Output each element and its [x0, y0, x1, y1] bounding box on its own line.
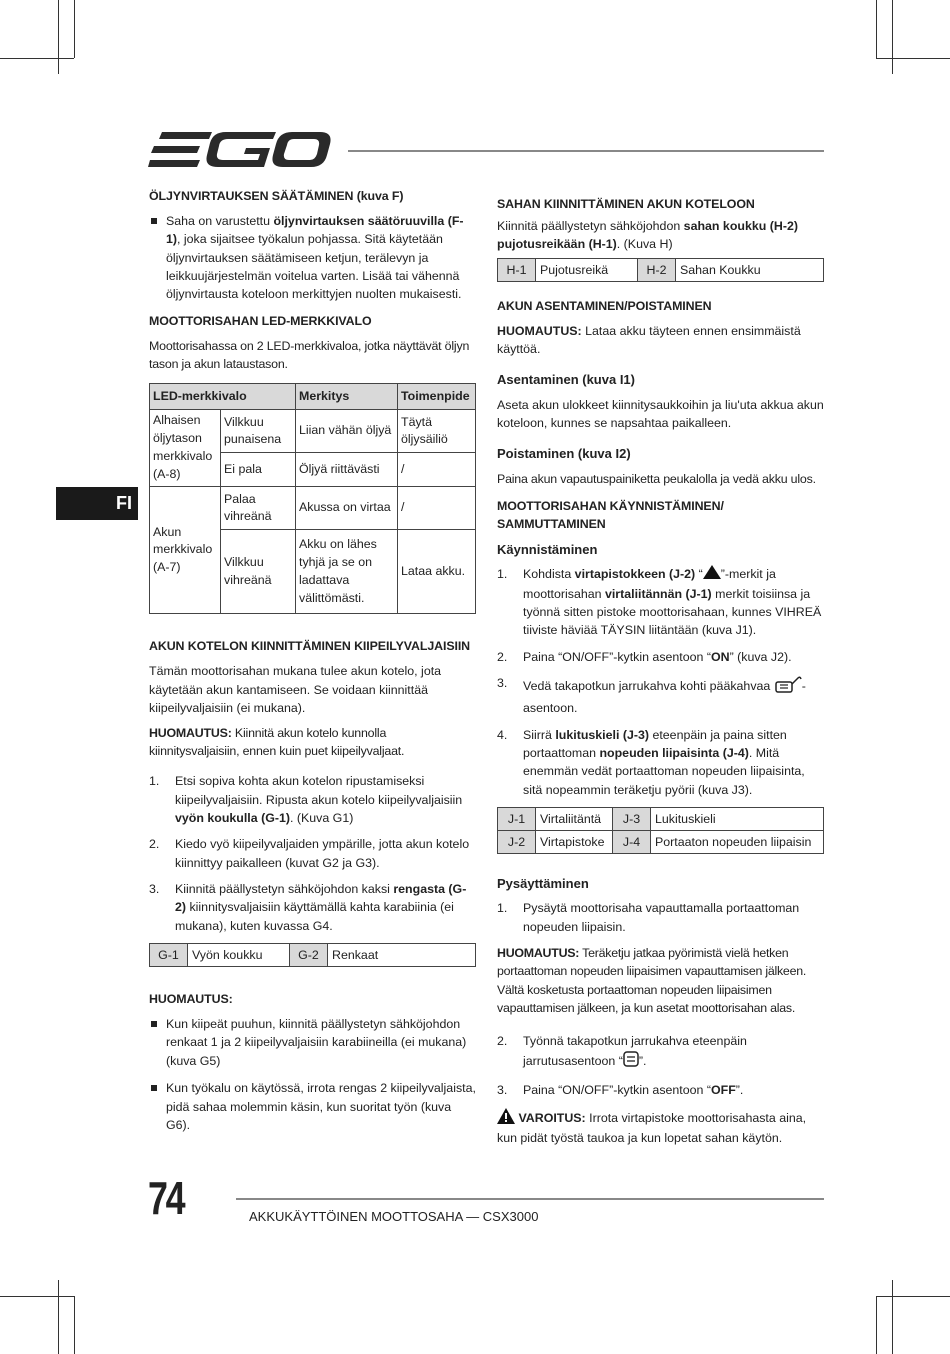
- stop-subheading: Pysäyttäminen: [497, 876, 589, 892]
- j-reference-table: [497, 807, 824, 854]
- stop-step: 2. Työnnä takapotkun jarrukahva eteenpäin jarrutusasentoon “ ”.: [497, 1032, 824, 1074]
- warning-icon: [497, 1108, 515, 1129]
- start-step: 3. Vedä takapotkun jarrukahva kohti pääkahvaa -asentoon.: [497, 675, 806, 716]
- language-tab: FI: [56, 487, 138, 520]
- led-col-header: Merkitys: [296, 384, 398, 410]
- crop-mark: [74, 1296, 75, 1354]
- crop-mark: [892, 0, 893, 74]
- ref-key: G-2: [290, 944, 328, 967]
- led-cell: Akku on lähes tyhjä ja se on ladattava välittömästi.: [296, 530, 398, 614]
- harness-heading: AKUN KOTELON KIINNITTÄMINEN KIIPEILYVALJAISIIN: [149, 639, 471, 654]
- note-bullet: Kun työkalu on käytössä, irrota rengas 2 kiipeilyvaljaista, pidä sahaa molemmin käsin, kun suoritat työn (kuva G6).: [149, 1079, 476, 1134]
- right-column: [497, 196, 824, 1153]
- harness-step: 3. Kiinnitä päällystetyn sähköjohdon kaksi rengasta (G-2) kiinnitysvaljaisiin käyttämällä kahta karabiinia (ei mukana), kuten kuvassa G4.: [149, 882, 467, 933]
- triangle-alignment-icon: [703, 565, 721, 584]
- led-group-label: Alhaisen öljytason merkkivalo (A-8): [150, 410, 221, 487]
- page-number: 74: [148, 1172, 184, 1224]
- battery-heading: AKUN ASENTAMINEN/POISTAMINEN: [497, 298, 712, 313]
- crop-mark: [0, 1296, 74, 1297]
- warning: VAROITUS: Irrota virtapistoke moottorisahasta aina, kun pidät työstä taukoa ja kun lopetat sahan käytön.: [497, 1108, 824, 1148]
- battery-note: HUOMAUTUS: Lataa akku täyteen ennen ensimmäistä käyttöä.: [497, 323, 801, 357]
- ref-key: J-1: [498, 808, 536, 831]
- stop-note: HUOMAUTUS: Teräketju jatkaa pyörimistä vielä hetken portaattoman nopeuden liipaisimen vapauttamisen jälkeen. Vältä kosketusta portaattoman nopeuden liipaisimen vapauttamisen jälkeen, ja kun asetat moottorisahan alas.: [497, 946, 807, 1016]
- led-cell: Liian vähän öljyä: [296, 410, 398, 453]
- crop-mark: [876, 58, 950, 59]
- ref-value: Vyön koukku: [188, 944, 290, 967]
- install-text: Aseta akun ulokkeet kiinnitysaukkoihin ja liu'uta akkua akun koteloon, kunnes se napsahtaa paikalleen.: [497, 397, 824, 430]
- led-cell: Vilkkuu punaisena: [221, 410, 296, 453]
- g-reference-table: [149, 943, 476, 967]
- led-cell: Palaa vihreänä: [221, 487, 296, 530]
- harness-intro: Tämän moottorisahan mukana tulee akun kotelo, jota käytetään akun kantamiseen. Se voidaan kiinnittää kiipeilyvaljaisiin (ei mukana).: [149, 664, 442, 716]
- crop-mark: [876, 1296, 950, 1297]
- led-cell: /: [398, 487, 476, 530]
- ref-key: J-4: [613, 831, 651, 854]
- stop-step: 3. Paina “ON/OFF”-kytkin asentoon “OFF”.: [497, 1083, 744, 1098]
- oil-flow-bullet: Saha on varustettu öljynvirtauksen säätöruuvilla (F-1), joka sijaitsee työkalun pohjassa. Sitä käytetään öljynvirtauksen säätämiseen ketjun, terälevyn ja leikkuujärjestelmän voitelua varten. Lisää tai vähennä öljynvirtausta koteloon merkittyjen nuolten mukaisesti.: [149, 212, 476, 304]
- crop-mark: [0, 58, 74, 59]
- header-rule: [348, 150, 824, 152]
- led-cell: Ei pala: [221, 453, 296, 487]
- start-step: 4. Siirrä lukituskieli (J-3) eteenpäin ja paina sitten portaattoman nopeuden liipaisinta (J-4). Mitä enemmän vedät portaattoman nopeuden liipaisinta, sitä nopeammin teräketju pyörii (kuva J3).: [497, 727, 805, 797]
- footer-title: AKKUKÄYTTÖINEN MOOTTOSAHA — CSX3000: [249, 1209, 539, 1224]
- crop-mark: [58, 1280, 59, 1354]
- crop-mark: [876, 1296, 877, 1354]
- crop-mark: [74, 0, 75, 58]
- led-cell: Täytä öljysäiliö: [398, 410, 476, 453]
- led-cell: /: [398, 453, 476, 487]
- crop-mark: [892, 1280, 893, 1354]
- remove-text: Paina akun vapautuspainiketta peukalolla ja vedä akku ulos.: [497, 471, 816, 486]
- start-step: 1. Kohdista virtapistokkeen (J-2) “ ”-merkit ja moottorisahan virtaliitännän (J-1) merkit toisiinsa ja työnnä sitten pistoke moottorisahaan, kunnes VIHREÄ tiiviste häviää TÄYSIN liitäntään (kuva J1).: [497, 567, 822, 638]
- ref-value: Sahan Koukku: [676, 258, 824, 281]
- ref-value: Renkaat: [328, 944, 476, 967]
- ref-value: Lukituskieli: [651, 808, 824, 831]
- ref-value: Pujotusreikä: [536, 258, 638, 281]
- ref-value: Virtaliitäntä: [536, 808, 613, 831]
- start-stop-heading: MOOTTORISAHAN KÄYNNISTÄMINEN/ SAMMUTTAMINEN: [497, 498, 724, 531]
- footer-rule: [236, 1198, 824, 1200]
- notes-heading: HUOMAUTUS:: [149, 992, 233, 1007]
- led-col-header: LED-merkkivalo: [150, 384, 296, 410]
- led-intro: Moottorisahassa on 2 LED-merkkivaloa, jotka näyttävät öljyn tason ja akun lataustason.: [149, 338, 470, 372]
- ref-key: J-3: [613, 808, 651, 831]
- ref-value: Portaaton nopeuden liipaisin: [651, 831, 824, 854]
- crop-mark: [58, 0, 59, 74]
- start-step: 2. Paina “ON/OFF”-kytkin asentoon “ON” (kuva J2).: [497, 649, 792, 664]
- h-reference-table: [497, 258, 824, 282]
- led-group-label: Akun merkkivalo (A-7): [150, 487, 221, 614]
- harness-step: 1. Etsi sopiva kohta akun kotelon ripustamiseksi kiipeilyvaljaisiin. Ripusta akun kotelo kiipeilyvaljaisiin vyön koukulla (G-1). (Kuva G1): [149, 774, 463, 825]
- ego-logo: [148, 128, 332, 177]
- led-cell: Akussa on virtaa: [296, 487, 398, 530]
- led-heading: MOOTTORISAHAN LED-MERKKIVALO: [149, 313, 372, 328]
- ref-key: H-2: [638, 258, 676, 281]
- ref-key: H-1: [498, 258, 536, 281]
- harness-note: HUOMAUTUS: Kiinnitä akun kotelo kunnolla kiinnitysvaljaisiin, ennen kuin puet kiipeilyvaljaat.: [149, 725, 405, 758]
- left-column: [149, 188, 476, 1143]
- led-cell: Lataa akku.: [398, 530, 476, 614]
- brake-unlocked-icon: [774, 674, 802, 699]
- oil-flow-heading: ÖLJYNVIRTAUKSEN SÄÄTÄMINEN (kuva F): [149, 189, 404, 203]
- note-bullet: Kun kiipeät puuhun, kiinnitä päällystetyn sähköjohdon renkaat 1 ja 2 kiipeilyvaljaisiin karabiineilla (ei mukana) (kuva G5): [149, 1015, 476, 1070]
- remove-heading: Poistaminen (kuva I2): [497, 446, 631, 462]
- saw-attach-heading: SAHAN KIINNITTÄMINEN AKUN KOTELOON: [497, 197, 755, 211]
- start-subheading: Käynnistäminen: [497, 541, 598, 557]
- led-cell: Vilkkuu vihreänä: [221, 530, 296, 614]
- ref-value: Virtapistoke: [536, 831, 613, 854]
- ref-key: J-2: [498, 831, 536, 854]
- led-table: [149, 383, 476, 614]
- led-col-header: Toimenpide: [398, 384, 476, 410]
- install-heading: Asentaminen (kuva I1): [497, 372, 635, 388]
- crop-mark: [876, 0, 877, 58]
- brake-locked-icon: [623, 1050, 639, 1073]
- stop-step: 1. Pysäytä moottorisaha vapauttamalla portaattoman nopeuden liipaisin.: [497, 901, 800, 934]
- ref-key: G-1: [150, 944, 188, 967]
- led-cell: Öljyä riittävästi: [296, 453, 398, 487]
- harness-step: 2. Kiedo vyö kiipeilyvaljaiden ympärille, jotta akun kotelo kiinnittyy paikalleen (kuvat G2 ja G3).: [149, 837, 470, 870]
- saw-attach-text: Kiinnitä päällystetyn sähköjohdon sahan koukku (H-2) pujotusreikään (H-1). (Kuva H): [497, 218, 798, 252]
